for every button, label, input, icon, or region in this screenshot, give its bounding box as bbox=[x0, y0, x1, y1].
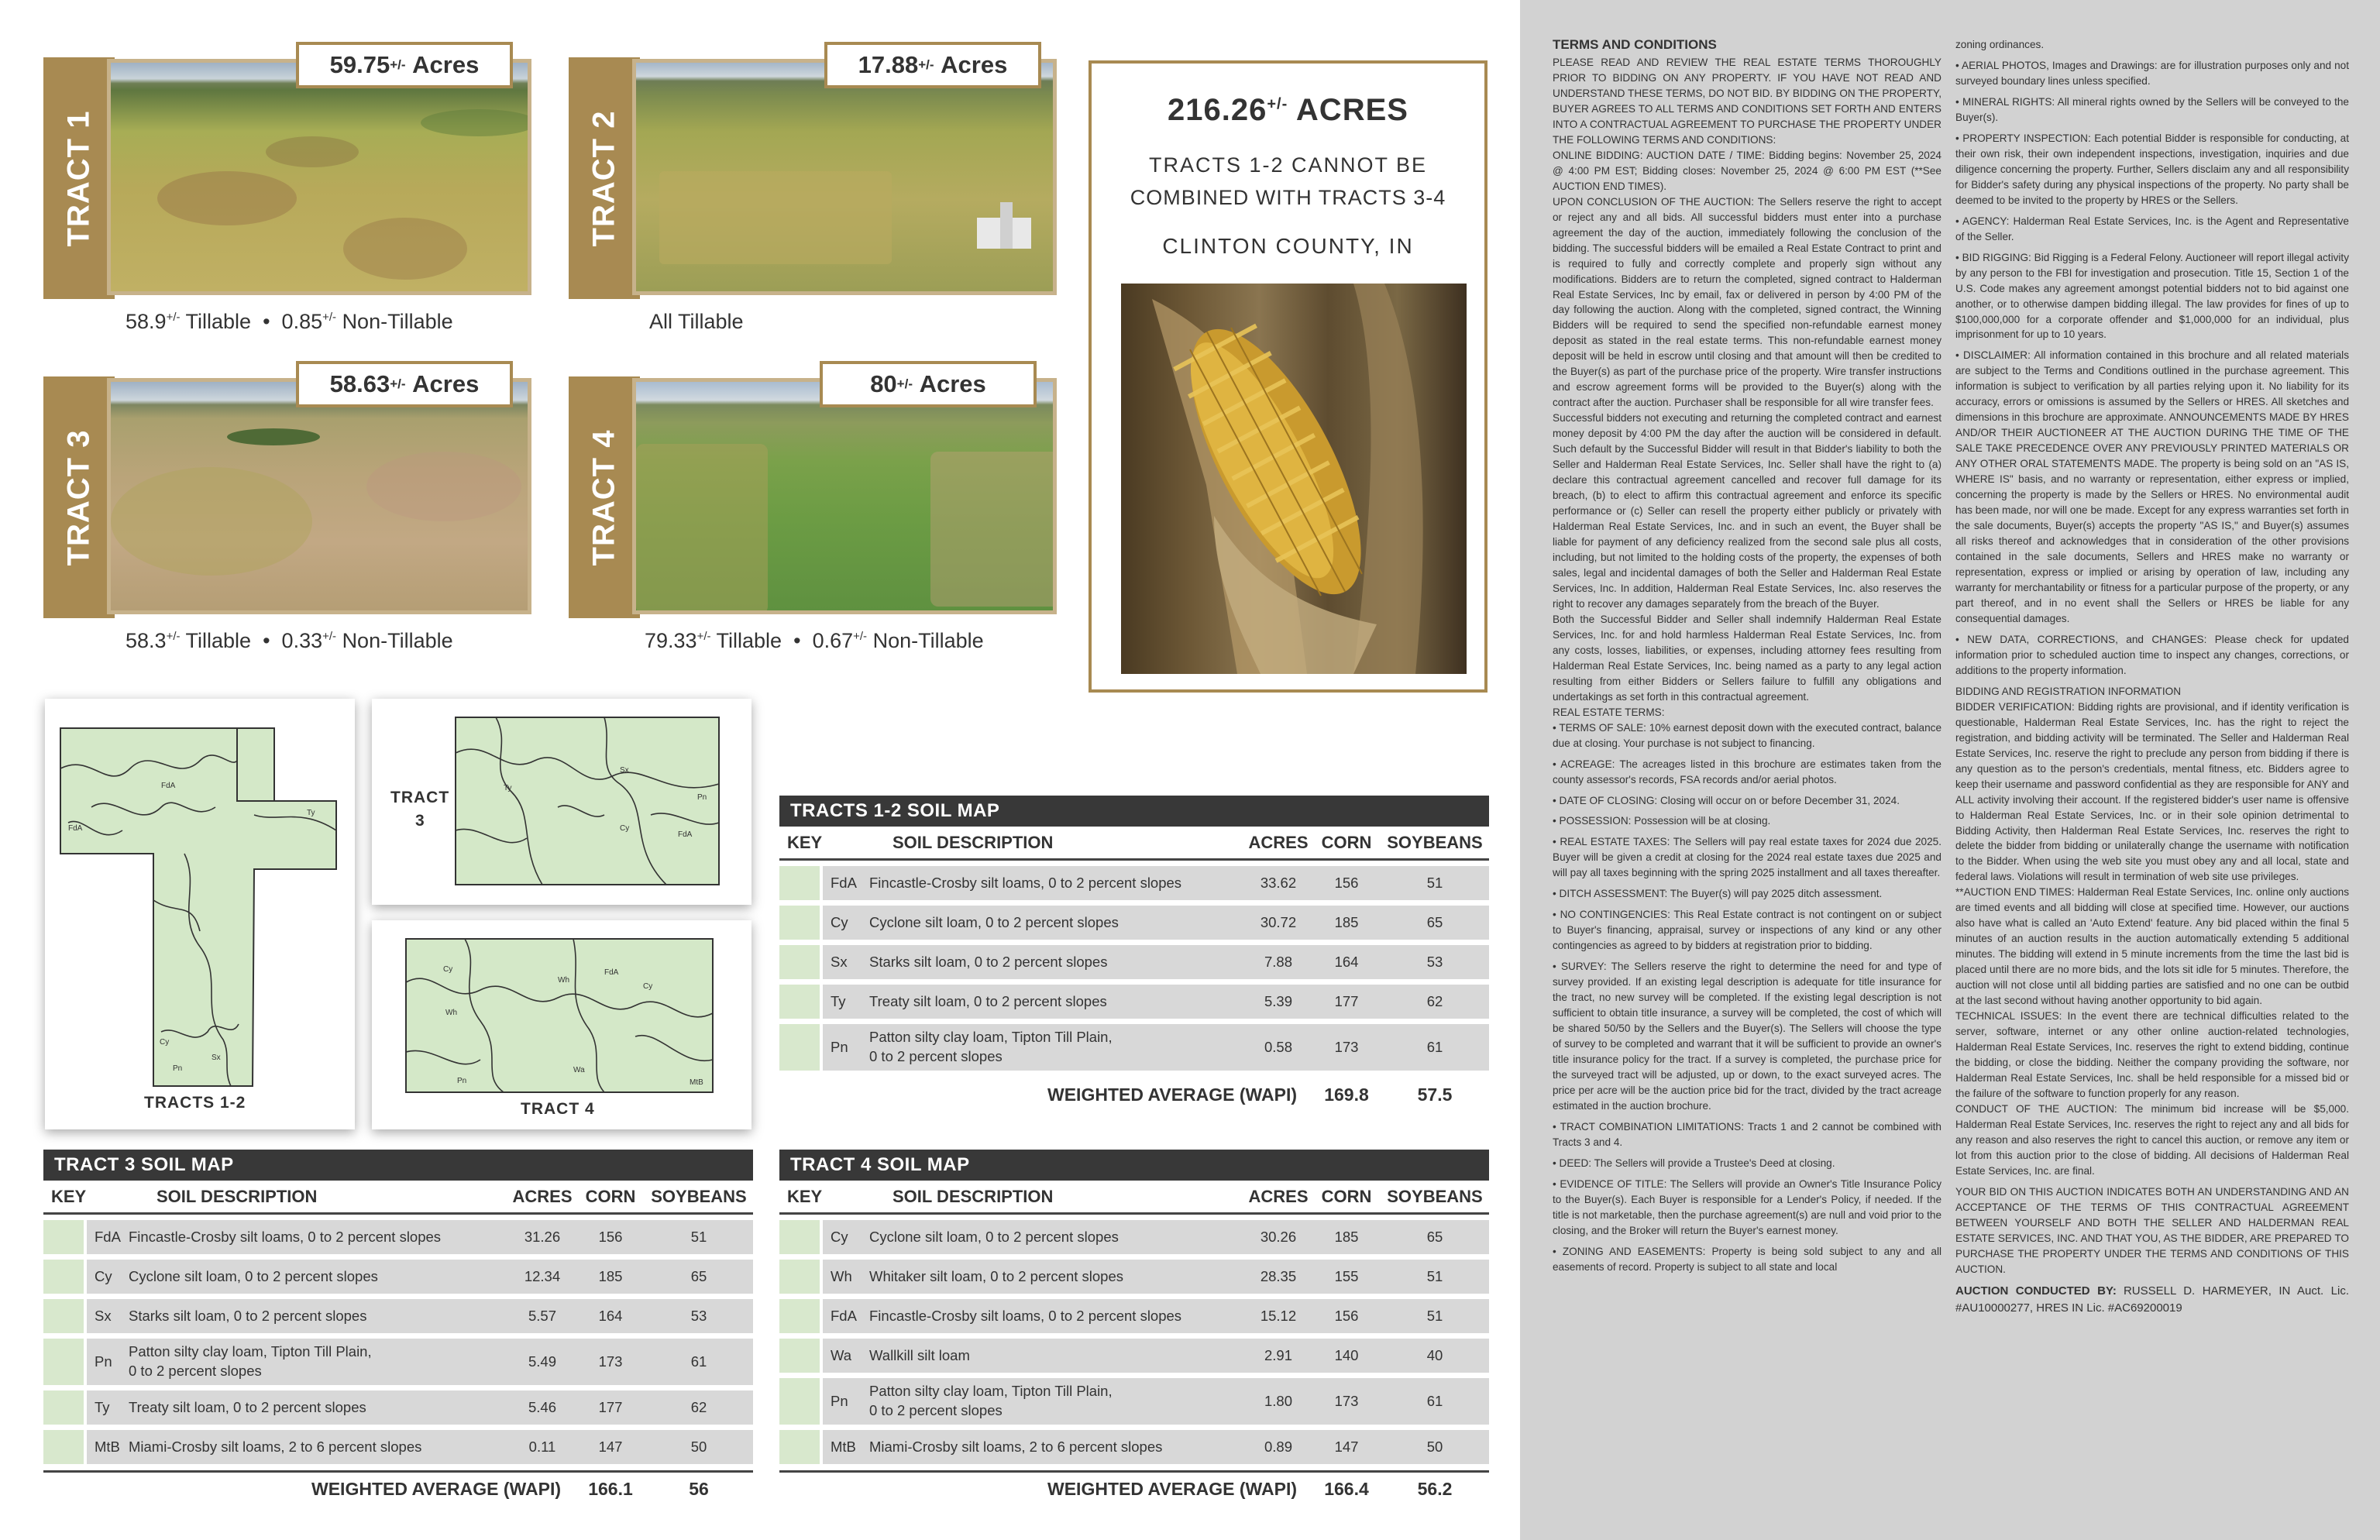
soil-code-fda: FdA bbox=[161, 782, 176, 790]
table-title: TRACT 3 SOIL MAP bbox=[43, 1150, 753, 1181]
soil-code-fda: FdA bbox=[604, 968, 619, 977]
combination-note-line-2: COMBINED WITH TRACTS 3-4 bbox=[1130, 186, 1446, 209]
soil-code-cy: Cy bbox=[160, 1038, 170, 1047]
map-label-tract-3: TRACT bbox=[390, 789, 450, 806]
auction-conducted-by: AUCTION CONDUCTED BY: RUSSELL D. HARMEYER, IN Auct. Lic. #AU10000277, HRES IN Lic. #AC69200019 bbox=[1955, 1284, 2350, 1315]
col-acres: ACRES bbox=[1248, 1186, 1309, 1206]
col-acres: ACRES bbox=[512, 1186, 573, 1206]
tract-1-acres: 59.75 +/- Acres bbox=[296, 42, 513, 88]
soil-table-tracts-1-2 bbox=[779, 796, 1489, 1112]
table-row: FdA Fincastle-Crosby silt loams, 0 to 2 percent slopes 31.26 156 51 bbox=[43, 1220, 753, 1254]
color-key bbox=[779, 1220, 823, 1254]
color-key bbox=[43, 1339, 87, 1385]
table-title: TRACTS 1-2 SOIL MAP bbox=[779, 796, 1489, 827]
table-row: Ty Treaty silt loam, 0 to 2 percent slopes 5.39 177 62 bbox=[779, 985, 1489, 1019]
color-key bbox=[43, 1220, 87, 1254]
table-row: FdA Fincastle-Crosby silt loams, 0 to 2 percent slopes 15.12 156 51 bbox=[779, 1299, 1489, 1333]
terms-column-2: zoning ordinances. • AERIAL PHOTOS, Images and Drawings: are for illustration purposes only and not surveyed boundary lines unless specified. • MINERAL RIGHTS: All mineral rights owned by the Sellers will be conveyed to the Buyer(s). • PROPERTY INSPECTION: Each potential Bidder is responsible for conducting, at their own risk, their own independent inspections, investigation, inquiries and due diligence concerning the property. Further, Sellers disclaim any and all responsibility for Bidder's safety during any physical inspections of the property. No party shall be deemed to be invited to the property by HRES or the Sellers. • AGENCY: Halderman Real Estate Services, Inc. is the Agent and Representative of the Seller. • BID RIGGING: Bid Rigging is a Federal Felony. Auctioneer will report illegal activity by any person to the FBI for investigation and prosecution. Title 15, Section 1 of the U.S. Code makes any agreement amongst potential bidders not to bid against one another, or to otherwise dampen bidding illegal. The law provides for fines of up to $100,000,000 for a corporate offender and $1,000,000 for an individual, plus imprisonment for up to 10 years. • DISCLAIMER: All information contained in this brochure and all related materials are subject to the Terms and Conditions outlined in the purchase agreement. This information is subject to verification by all parties relying upon it. No liability for its accuracy, errors or omissions is assumed by the Sellers or HRES. All sketches and dimensions in this brochure are approximate. ANNOUNCEMENTS MADE BY HRES AND/OR THEIR AUCTIONEER AT THE AUCTION DURING THE TIME OF THE SALE TAKE PRECEDENCE OVER ANY PREVIOUSLY PRINTED MATERIALS OR ANY OTHER ORAL STATEMENTS MADE. The property is being sold on an "AS IS, WHERE IS" basis, and no warranty or representation, either express or implied, concerning the property is made by the Sellers or HRES. No environmental audit has been made, nor will one be made. Except for any express warranties set forth in the sale documents, Buyer(s) accepts the property "AS IS," and Buyer(s) assumes all risks thereof and acknowledges that in consideration of the other provisions contained in the sale documents, Sellers and HRES make no warranty or representation, express or implied or arising by operation of law, including any warranty for merchantability or fitness for a particular purpose of the property, or any part thereof, and in no event shall the Sellers or HRES be liable for any consequential damages. • NEW DATA, CORRECTIONS, and CHANGES: Please check for updated information prior to scheduled auction time to inspect any changes, corrections, or additions to the property information. BIDDING AND REGISTRATION INFORMATION BIDDER VERIFICATION: Bidding rights are provisional, and if identity verification is questionable, Halderman Real Estate Services, Inc. has the right to reject the registration, and bidding activity will be terminated. The Seller and Halderman Real Estate Services, Inc. reserve the right to preclude any person from bidding if there is any question as to the person's credentials, mental fitness, etc. Bidders agree to keep their username and password confidential as they are responsible for ANY and ALL activity involving their account. If the registered bidder's user name is offensive to Halderman Real Estate Services, Inc. or in their sole opinion detrimental to Bidding Activity, then Halderman Real Estate Services, Inc. reserves the right to delete the bidder from bidding or unilaterally change the username with notification to the Bidder. When using the web site you must obey any and all local, state and federal laws. Violations will result in termination of web site use privileges. **AUCTION END TIMES: Halderman Real Estate Services, Inc. online only auctions are timed events and all bidding will close at specified time. However, our auctions also have what is called an 'Auto Extend' feature. Any bid placed within the final 5 minutes of an auction results in the auction automatically extending 5 additional minutes. The bidding will extend in 5 minute increments from the time the last bid is placed until there are no more bids, and the lots sit idle for 5 minutes. Therefore, the auction will not close until all bidding parties are satisfied and no one can be outbid at the last second without having another opportunity to bid again. TECHNICAL ISSUES: In the event there are technical difficulties related to the server, software, internet or any other online auction-related technologies, Halderman Real Estate Services, Inc. reserves the right to extend bidding, continue the bidding, or close the bidding. Neither the company providing the software, nor Halderman Real Estate Services, Inc. shall be held responsible for a missed bid or the failure of the software to function properly for any reason. CONDUCT OF THE AUCTION: The minimum bid increase will be $5,000. Halderman Real Estate Services, Inc. reserves the right to reject any and all bids for any reason and also reserves the right to cancel this auction, or remove any item or lot from this auction prior to the close of bidding. All decisions of Halderman Real Estate Services, Inc. are final. YOUR BID ON THIS AUCTION INDICATES BOTH AN UNDERSTANDING AND AN ACCEPTANCE OF THE TERMS OF THIS CONTRACTUAL AGREEMENT BETWEEN YOURSELF AND BOTH THE SELLER AND HALDERMAN REAL ESTATE SERVICES, INC. AND THAT YOU, AS THE BIDDER, ARE PREPARED TO PURCHASE THE PROPERTY UNDER THE TERMS AND CONDITIONS OF THIS AUCTION. AUCTION CONDUCTED BY: RUSSELL D. HARMEYER, IN Auct. Lic. #AU10000277, HRES IN Lic. #AC69200019 bbox=[1955, 37, 2349, 1317]
tract-4-photo bbox=[632, 378, 1057, 614]
table-row: FdA Fincastle-Crosby silt loams, 0 to 2 percent slopes 33.62 156 51 bbox=[779, 866, 1489, 900]
table-header bbox=[779, 1181, 1489, 1215]
soil-map-tracts-1-2-drawing bbox=[45, 699, 355, 1129]
tract-3-acres: 58.63 +/- Acres bbox=[296, 361, 513, 407]
soil-code-sx: Sx bbox=[212, 1054, 221, 1062]
total-acres: 216.26+/- ACRES bbox=[1168, 93, 1408, 127]
soil-code-pn: Pn bbox=[173, 1064, 183, 1073]
color-key bbox=[779, 1260, 823, 1294]
table-row: Pn Patton silty clay loam, Tipton Till Plain, 0 to 2 percent slopes 0.58 173 61 bbox=[779, 1024, 1489, 1071]
color-key bbox=[779, 1430, 823, 1464]
map-label-tracts-1-2: TRACTS 1-2 bbox=[144, 1094, 246, 1112]
soil-table-tract-3 bbox=[43, 1150, 753, 1506]
corn-photo bbox=[1121, 284, 1467, 674]
table-row: Cy Cyclone silt loam, 0 to 2 percent slopes 30.26 185 65 bbox=[779, 1220, 1489, 1254]
color-key bbox=[779, 866, 823, 900]
color-key bbox=[43, 1390, 87, 1425]
table-row: MtB Miami-Crosby silt loams, 2 to 6 percent slopes 0.89 147 50 bbox=[779, 1430, 1489, 1464]
soil-table-tract-4 bbox=[779, 1150, 1489, 1506]
soil-code-sx: Sx bbox=[620, 766, 629, 775]
tract-3-photo bbox=[107, 378, 531, 614]
col-corn: CORN bbox=[585, 1186, 636, 1206]
combination-note-line-1: TRACTS 1-2 CANNOT BE bbox=[1148, 153, 1428, 177]
col-desc: SOIL DESCRIPTION bbox=[892, 832, 1054, 852]
color-key bbox=[779, 906, 823, 940]
table-row: Pn Patton silty clay loam, Tipton Till Plain, 0 to 2 percent slopes 1.80 173 61 bbox=[779, 1378, 1489, 1425]
table-row: Wa Wallkill silt loam 2.91 140 40 bbox=[779, 1339, 1489, 1373]
soil-map-tracts-1-2 bbox=[45, 699, 355, 1129]
table-row: Sx Starks silt loam, 0 to 2 percent slopes 5.57 164 53 bbox=[43, 1299, 753, 1333]
map-label-tract-4: TRACT 4 bbox=[521, 1100, 595, 1118]
tract-2-acres: 17.88 +/- Acres bbox=[824, 42, 1041, 88]
soil-code-pn: Pn bbox=[697, 793, 707, 802]
col-soybeans: SOYBEANS bbox=[1387, 1186, 1483, 1206]
color-key bbox=[43, 1430, 87, 1464]
terms-title: TERMS AND CONDITIONS bbox=[1553, 37, 1717, 52]
col-corn: CORN bbox=[1321, 832, 1372, 852]
tract-4-acres: 80 +/- Acres bbox=[820, 361, 1037, 407]
col-key: KEY bbox=[51, 1186, 87, 1206]
col-desc: SOIL DESCRIPTION bbox=[156, 1186, 318, 1206]
col-acres: ACRES bbox=[1248, 832, 1309, 852]
color-key bbox=[43, 1260, 87, 1294]
table-row: MtB Miami-Crosby silt loams, 2 to 6 percent slopes 0.11 147 50 bbox=[43, 1430, 753, 1464]
county-label: CLINTON COUNTY, IN bbox=[1162, 234, 1414, 258]
table-row: Wh Whitaker silt loam, 0 to 2 percent slopes 28.35 155 51 bbox=[779, 1260, 1489, 1294]
soil-code-fda-2: FdA bbox=[68, 824, 83, 833]
auction-summary-box bbox=[1089, 60, 1488, 693]
col-corn: CORN bbox=[1321, 1186, 1372, 1206]
tract-1-caption: 58.9+/- Tillable • 0.85+/- Non-Tillable bbox=[126, 310, 453, 333]
table-header bbox=[779, 827, 1489, 861]
tract-3-caption: 58.3+/- Tillable • 0.33+/- Non-Tillable bbox=[126, 629, 453, 652]
soil-code-ty: Ty bbox=[307, 809, 315, 817]
color-key bbox=[779, 945, 823, 979]
soil-map-tract-3 bbox=[372, 699, 751, 905]
soil-code-fda: FdA bbox=[678, 830, 693, 839]
soil-code-wh: Wh bbox=[445, 1009, 457, 1017]
soil-code-wh-2: Wh bbox=[558, 976, 569, 985]
table-row: Sx Starks silt loam, 0 to 2 percent slopes 7.88 164 53 bbox=[779, 945, 1489, 979]
col-desc: SOIL DESCRIPTION bbox=[892, 1186, 1054, 1206]
soil-code-cy: Cy bbox=[443, 965, 453, 974]
color-key bbox=[779, 1299, 823, 1333]
color-key bbox=[779, 1339, 823, 1373]
soil-code-pn: Pn bbox=[457, 1077, 467, 1085]
weighted-average-row: WEIGHTED AVERAGE (WAPI) 169.8 57.5 bbox=[1047, 1084, 1453, 1105]
tract-3-tab: TRACT 3 bbox=[43, 376, 115, 618]
col-soybeans: SOYBEANS bbox=[651, 1186, 747, 1206]
tract-2-caption: All Tillable bbox=[649, 310, 744, 333]
weighted-average-row: WEIGHTED AVERAGE (WAPI) 166.4 56.2 bbox=[779, 1470, 1489, 1506]
corn-cob-illustration bbox=[1121, 284, 1467, 674]
table-row: Cy Cyclone silt loam, 0 to 2 percent slopes 30.72 185 65 bbox=[779, 906, 1489, 940]
tract-1-photo bbox=[107, 59, 531, 295]
terms-panel bbox=[1520, 0, 2380, 1540]
table-row: Cy Cyclone silt loam, 0 to 2 percent slopes 12.34 185 65 bbox=[43, 1260, 753, 1294]
col-key: KEY bbox=[787, 832, 823, 852]
map-label-tract-3-number: 3 bbox=[415, 812, 425, 830]
tract-2-tab: TRACT 2 bbox=[569, 57, 640, 299]
table-title: TRACT 4 SOIL MAP bbox=[779, 1150, 1489, 1181]
weighted-average-row: WEIGHTED AVERAGE (WAPI) 166.1 56 bbox=[43, 1470, 753, 1506]
tract-4-caption: 79.33+/- Tillable • 0.67+/- Non-Tillable bbox=[645, 629, 984, 652]
soil-map-tract-4-drawing bbox=[372, 920, 751, 1129]
tract-2-photo bbox=[632, 59, 1057, 295]
color-key bbox=[779, 985, 823, 1019]
terms-column-1: TERMS AND CONDITIONS PLEASE READ AND REVIEW THE REAL ESTATE TERMS THOROUGHLY PRIOR TO BIDDING ON ANY PROPERTY. IF YOU HAVE NOT READ AND UNDERSTAND THESE TERMS, DO NOT BID. BY BIDDING ON THE PROPERTY, BUYER AGREES TO ALL TERMS AND CONDITIONS SET FORTH AND ENTERS INTO A CONTRACTUAL AGREEMENT TO PURCHASE THE PROPERTY UNDER THE FOLLOWING TERMS AND CONDITIONS: ONLINE BIDDING: AUCTION DATE / TIME: Bidding begins: November 25, 2024 @ 4:00 PM EST; Bidding closes: November 25, 2024 @ 6:00 PM EST (**See AUCTION END TIMES). UPON CONCLUSION OF THE AUCTION: The Sellers reserve the right to accept or reject any and all bids. All successful bidders must enter into a purchase agreement the day of the auction, immediately following the conclusion of the bidding. The successful bidders will be emailed a Real Estate Contract to print and is required to fully and correctly complete and properly sign without any modifications. Bidders are to return the completed, signed contract to Halderman Real Estate Services, Inc by email, fax or delivered in person by 4:00 PM of the day following the auction. Along with the completed, signed contract, the Winning Bidders will be required to send the specified non-refundable earnest money deposit as stated in the real estate terms. This non-refundable earnest money deposit will be held in escrow until closing and that amount will then be credited to the Buyer(s) as part of the purchase price of the property. Wire transfer instructions and escrow agreement forms will be provided to the Buyer(s) along with the contract after the auction. Purchaser shall be responsible for all wire transfer fees. Successful bidders not executing and returning the completed contract and earnest money deposit by 4:00 PM the day after the auction will be considered in default. Such default by the Successful Bidder will result in that Bidder's liability to both the Seller and Halderman Real Estate Services, Inc. Seller shall have the right to (a) declare this contractual agreement cancelled and recover full damage for its breach, (b) to elect to affirm this contractual agreement and enforce its specific performance or (c) Seller can resell the property either publicly or privately with Halderman Real Estate Services, Inc. and in such an event, the Buyer shall be liable for payment of any deficiency realized from the second sale plus all costs, including, but not limited to the holding costs of the property, the expenses of both sales, legal and incidental damages of both the Seller and Halderman Real Estate Services, Inc. In addition, Halderman Real Estate Services, Inc. also reserves the right to recover any damages separately from the breach of the Buyer. Both the Successful Bidder and Seller shall indemnify Halderman Real Estate Services, Inc. for and hold harmless Halderman Real Estate Services, Inc. from any costs, losses, liabilities, or expenses, including attorney fees resulting from Halderman Real Estate Services, Inc. being named as a party to any legal action resulting from either Bidders or Sellers failure to fulfill any obligations and undertakings as set forth in this contractual agreement. REAL ESTATE TERMS: • TERMS OF SALE: 10% earnest deposit down with the executed contract, balance due at closing. Your purchase is not subject to financing. • ACREAGE: The acreages listed in this brochure are estimates taken from the county assessor's records, FSA records and/or aerial photos. • DATE OF CLOSING: Closing will occur on or before December 31, 2024. • POSSESSION: Possession will be at closing. • REAL ESTATE TAXES: The Sellers will pay real estate taxes for 2024 due 2025. Buyer will be given a credit at closing for the 2024 real estate taxes due 2025 and will pay all taxes beginning with the spring 2025 installment and all taxes thereafter. • DITCH ASSESSMENT: The Buyer(s) will pay 2025 ditch assessment. • NO CONTINGENCIES: This Real Estate contract is not contingent on or subject to Buyer's financing, appraisal, survey or inspections of any kind or any other contingencies as agreed to by bidders at registration prior to bidding. • SURVEY: The Sellers reserve the right to determine the need for and type of survey provided. If an existing legal description is adequate for title insurance for the tract, no new survey will be completed. If the existing legal description is not sufficient to obtain title insurance, a survey will be completed, the cost of which will be shared 50/50 by the Sellers and the Buyer(s). The Sellers will choose the type of survey to be completed and warrant that it will be sufficient to provide an owner's title insurance policy for the tract. If a survey is completed, the purchase price for the surveyed tract will be adjusted, up or down, to the exact surveyed acres. The price per acre will be the auction price bid for the tract, divided by the tract acreage estimated in the auction brochure. • TRACT COMBINATION LIMITATIONS: Tracts 1 and 2 cannot be combined with Tracts 3 and 4. • DEED: The Sellers will provide a Trustee's Deed at closing. • EVIDENCE OF TITLE: The Sellers will provide an Owner's Title Insurance Policy to the Buyer(s). Each Buyer is responsible for a Lender's Policy, if needed. If the title is not marketable, then the purchase agreement(s) are null and void prior to the closing, and the Broker will return the Buyer's earnest money. • ZONING AND EASEMENTS: Property is being sold subject to any and all easements of record. Property is subject to all state and local bbox=[1553, 37, 1941, 1273]
soil-code-mtb: MtB bbox=[690, 1078, 703, 1087]
table-header bbox=[43, 1181, 753, 1215]
tract-4-tab: TRACT 4 bbox=[569, 376, 640, 618]
color-key bbox=[43, 1299, 87, 1333]
soil-map-tract-4 bbox=[372, 920, 751, 1129]
soil-code-ty: Ty bbox=[504, 784, 512, 792]
soil-code-cy: Cy bbox=[620, 824, 630, 833]
col-key: KEY bbox=[787, 1186, 823, 1206]
table-row: Ty Treaty silt loam, 0 to 2 percent slopes 5.46 177 62 bbox=[43, 1390, 753, 1425]
tract-1-tab: TRACT 1 bbox=[43, 57, 115, 299]
soil-code-wa: Wa bbox=[573, 1066, 585, 1074]
soil-code-cy-2: Cy bbox=[643, 982, 653, 991]
color-key bbox=[779, 1378, 823, 1425]
col-soybeans: SOYBEANS bbox=[1387, 832, 1483, 852]
table-row: Pn Patton silty clay loam, Tipton Till Plain, 0 to 2 percent slopes 5.49 173 61 bbox=[43, 1339, 753, 1385]
color-key bbox=[779, 1024, 823, 1071]
